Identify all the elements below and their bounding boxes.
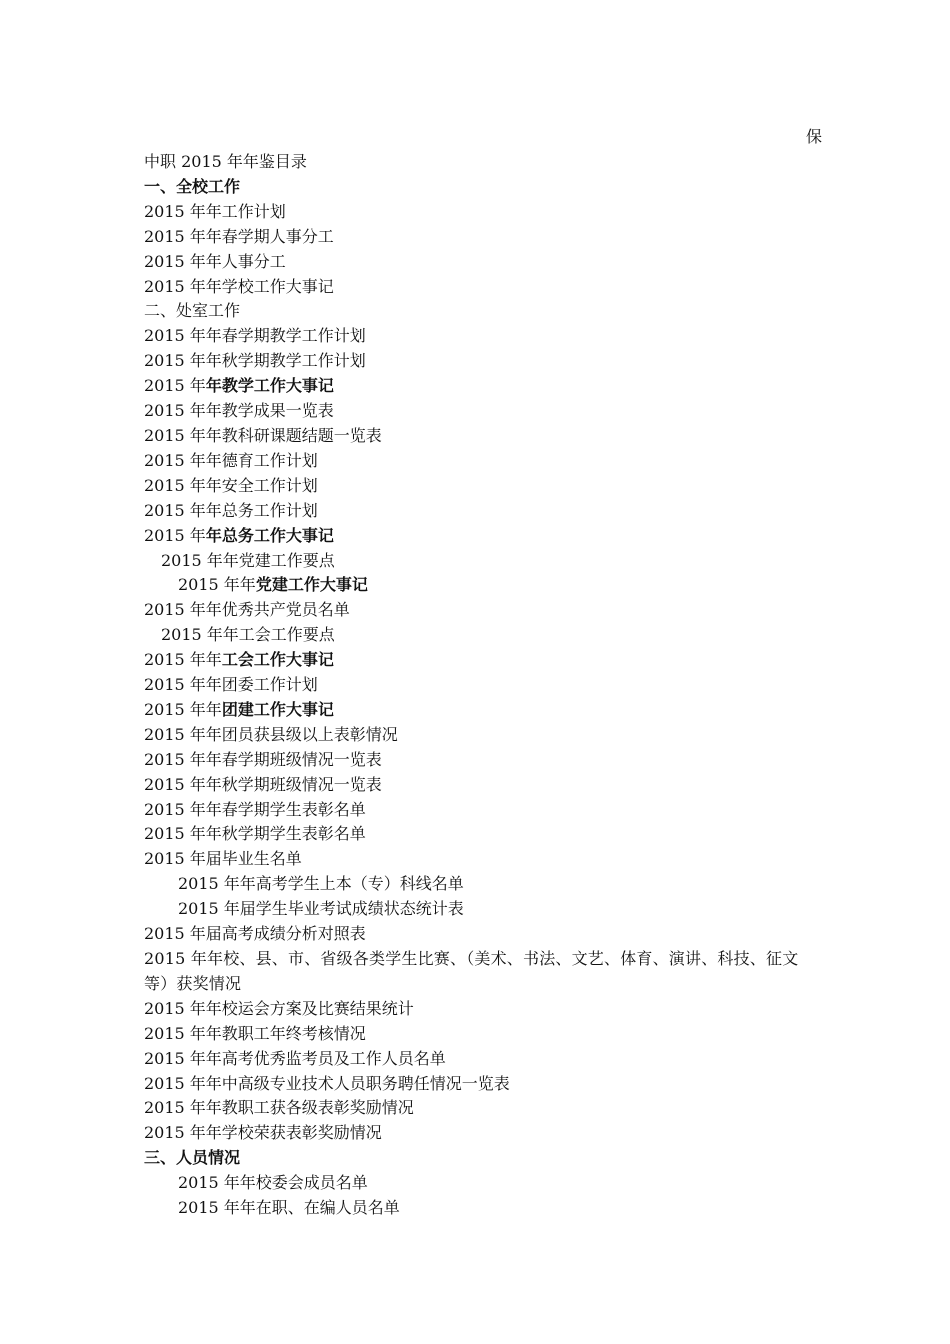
line-bold-text: 党建工作大事记 bbox=[255, 575, 368, 595]
document-line bbox=[144, 623, 814, 648]
document-line bbox=[144, 349, 814, 374]
document-line bbox=[144, 922, 814, 947]
document-line bbox=[144, 773, 814, 798]
document-line bbox=[144, 872, 814, 897]
document-line bbox=[144, 524, 814, 549]
document-line bbox=[144, 275, 814, 300]
line-text: 中职 2015 年年鉴目录 bbox=[144, 152, 307, 171]
document-line bbox=[144, 150, 814, 175]
line-text: 2015 年年安全工作计划 bbox=[144, 475, 318, 495]
line-text: 2015 年年中高级专业技术人员职务聘任情况一览表 bbox=[144, 1073, 510, 1093]
document-line bbox=[144, 598, 814, 623]
document-line bbox=[144, 200, 814, 225]
line-text: 2015 年年秋学期班级情况一览表 bbox=[144, 774, 382, 794]
line-text: 2015 年年春学期班级情况一览表 bbox=[144, 749, 382, 769]
document-line bbox=[144, 324, 814, 349]
document-line bbox=[144, 1146, 814, 1171]
line-text: 2015 年年 bbox=[144, 650, 222, 670]
line-bold-text: 年总务工作大事记 bbox=[205, 525, 334, 545]
document-line bbox=[144, 997, 814, 1022]
line-text: 2015 年年工会工作要点 bbox=[161, 625, 335, 645]
line-text: 2015 年年秋学期教学工作计划 bbox=[144, 351, 366, 371]
line-text: 2015 年年 bbox=[178, 575, 256, 595]
line-bold-text: 三、人员情况 bbox=[144, 1148, 241, 1168]
line-text: 2015 年年校运会方案及比赛结果统计 bbox=[144, 998, 414, 1018]
document-line bbox=[144, 374, 814, 399]
line-text: 2015 年年 bbox=[144, 699, 222, 719]
document-line bbox=[144, 648, 814, 673]
line-text: 2015 年 bbox=[144, 525, 206, 545]
document-line bbox=[144, 698, 814, 723]
document-line bbox=[144, 1196, 814, 1221]
line-text: 2015 年年学校工作大事记 bbox=[144, 276, 334, 296]
line-text: 2015 年年总务工作计划 bbox=[144, 500, 318, 520]
line-text: 2015 年年德育工作计划 bbox=[144, 450, 318, 470]
line-text: 2015 年年教科研课题结题一览表 bbox=[144, 425, 382, 445]
line-text: 2015 年年人事分工 bbox=[144, 251, 286, 271]
line-text: 2015 年年学校荣获表彰奖励情况 bbox=[144, 1123, 382, 1143]
document-line bbox=[144, 175, 814, 200]
document-line bbox=[144, 399, 814, 424]
document-line bbox=[144, 250, 814, 275]
line-text: 2015 年年团委工作计划 bbox=[144, 675, 318, 695]
line-text: 2015 年届高考成绩分析对照表 bbox=[144, 924, 366, 944]
line-text: 二、处室工作 bbox=[144, 301, 241, 321]
line-text: 2015 年年党建工作要点 bbox=[161, 550, 335, 570]
document-line bbox=[144, 549, 814, 574]
document-line bbox=[144, 1171, 814, 1196]
line-bold-text: 一、全校工作 bbox=[144, 176, 241, 196]
document-line bbox=[144, 822, 814, 847]
line-text: 2015 年年教职工获各级表彰奖励情况 bbox=[144, 1098, 414, 1118]
line-text: 2015 年届毕业生名单 bbox=[144, 849, 302, 869]
document-line bbox=[144, 299, 814, 324]
document-line bbox=[144, 474, 814, 499]
line-text: 2015 年年高考优秀监考员及工作人员名单 bbox=[144, 1048, 446, 1068]
document-line bbox=[144, 748, 814, 773]
line-text: 2015 年年春学期学生表彰名单 bbox=[144, 799, 366, 819]
line-text: 2015 年年在职、在编人员名单 bbox=[178, 1198, 400, 1218]
document-line bbox=[144, 723, 814, 748]
corner-character: 保 bbox=[806, 127, 823, 146]
line-text: 2015 年年优秀共产党员名单 bbox=[144, 600, 350, 620]
line-text: 2015 年年校、县、市、省级各类学生比赛、（美术、书法、文艺、体育、演讲、科技、征文等）获奖情况 bbox=[144, 949, 799, 993]
document-line bbox=[144, 673, 814, 698]
document-line bbox=[144, 449, 814, 474]
line-text: 2015 年年工作计划 bbox=[144, 201, 286, 221]
line-text: 2015 年年春学期人事分工 bbox=[144, 226, 334, 246]
line-text: 2015 年年校委会成员名单 bbox=[178, 1173, 368, 1193]
document-line bbox=[144, 897, 814, 922]
document-line bbox=[144, 499, 814, 524]
document-line bbox=[144, 1072, 814, 1097]
line-text: 2015 年 bbox=[144, 376, 206, 396]
document-line bbox=[144, 1022, 814, 1047]
document-body bbox=[144, 150, 814, 1221]
line-text: 2015 年年春学期教学工作计划 bbox=[144, 326, 366, 346]
line-bold-text: 团建工作大事记 bbox=[221, 699, 334, 719]
document-line bbox=[144, 225, 814, 250]
line-bold-text: 年教学工作大事记 bbox=[205, 376, 334, 396]
document-line bbox=[144, 847, 814, 872]
document-line bbox=[144, 573, 814, 598]
line-text: 2015 年年教学成果一览表 bbox=[144, 401, 334, 421]
document-line bbox=[144, 947, 814, 997]
document-line bbox=[144, 798, 814, 823]
line-text: 2015 年届学生毕业考试成绩状态统计表 bbox=[178, 899, 464, 919]
line-text: 2015 年年团员获县级以上表彰情况 bbox=[144, 724, 398, 744]
line-text: 2015 年年秋学期学生表彰名单 bbox=[144, 824, 366, 844]
document-line bbox=[144, 1096, 814, 1121]
line-bold-text: 工会工作大事记 bbox=[221, 650, 334, 670]
document-line bbox=[144, 1047, 814, 1072]
line-text: 2015 年年教职工年终考核情况 bbox=[144, 1023, 366, 1043]
line-text: 2015 年年高考学生上本（专）科线名单 bbox=[178, 874, 464, 894]
document-line bbox=[144, 1121, 814, 1146]
document-line bbox=[144, 424, 814, 449]
